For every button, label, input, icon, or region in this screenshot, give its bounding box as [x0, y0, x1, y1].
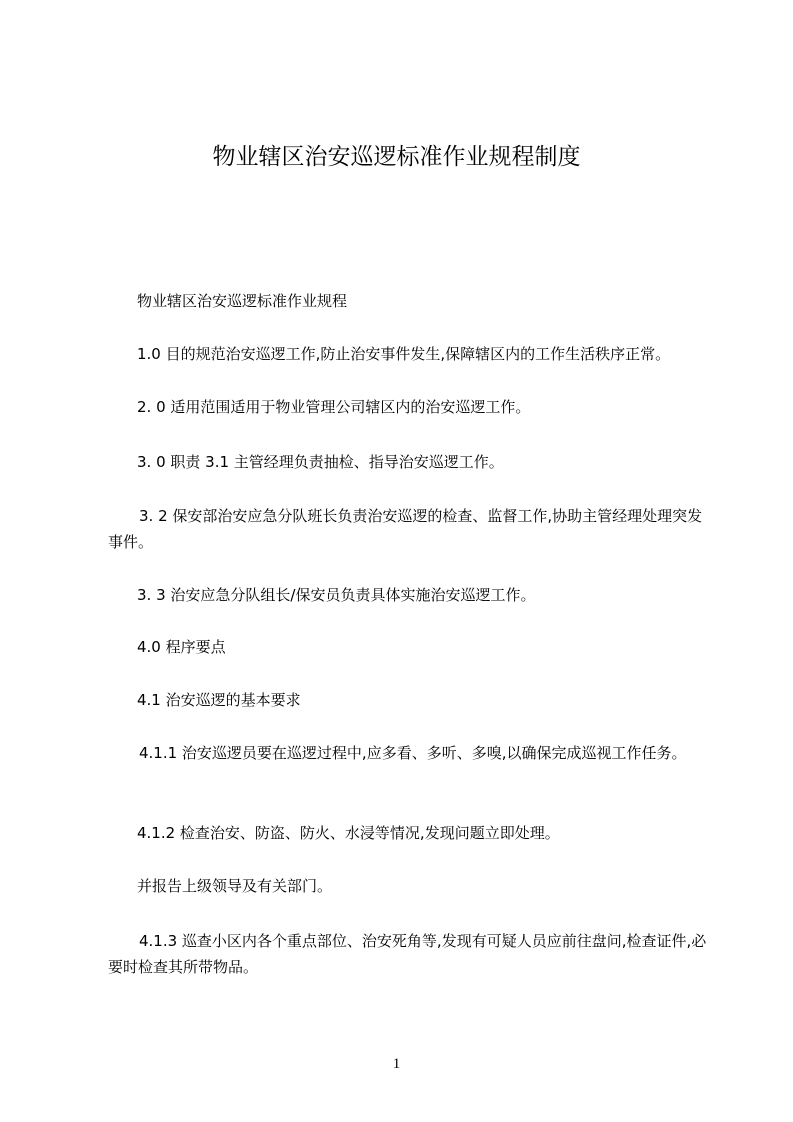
paragraph-report: 并报告上级领导及有关部门。 — [137, 877, 333, 895]
paragraph-scope: 2. 0 适用范围适用于物业管理公司辖区内的治安巡逻工作。 — [137, 398, 531, 416]
page-number: 1 — [392, 1056, 401, 1072]
paragraph-4-1-2: 4.1.2 检查治安、防盗、防火、水浸等情况,发现问题立即处理。 — [137, 824, 560, 842]
paragraph-4-1-3: 4.1.3 巡查小区内各个重点部位、治安死角等,发现有可疑人员应前往盘问,检查证件,必要时检查其所带物品。 — [108, 932, 707, 976]
paragraph-basic-requirements: 4.1 治安巡逻的基本要求 — [137, 691, 301, 709]
paragraph-heading: 物业辖区治安巡逻标准作业规程 — [137, 292, 348, 310]
paragraph-responsibility: 3. 0 职责 3.1 主管经理负责抽检、指导治安巡逻工作。 — [137, 453, 504, 471]
paragraph-procedure-heading: 4.0 程序要点 — [137, 638, 226, 656]
paragraph-responsibility-3-2: 3. 2 保安部治安应急分队班长负责治安巡逻的检查、监督工作,协助主管经理处理突发事件。 — [108, 507, 703, 551]
document-title: 物业辖区治安巡逻标准作业规程制度 — [212, 144, 581, 170]
paragraph-4-1-1: 4.1.1 治安巡逻员要在巡逻过程中,应多看、多听、多嗅,以确保完成巡视工作任务。 — [139, 744, 687, 762]
paragraph-responsibility-3-3: 3. 3 治安应急分队组长/保安员负责具体实施治安巡逻工作。 — [137, 586, 536, 604]
paragraph-purpose: 1.0 目的规范治安巡逻工作,防止治安事件发生,保障辖区内的工作生活秩序正常。 — [137, 345, 671, 363]
